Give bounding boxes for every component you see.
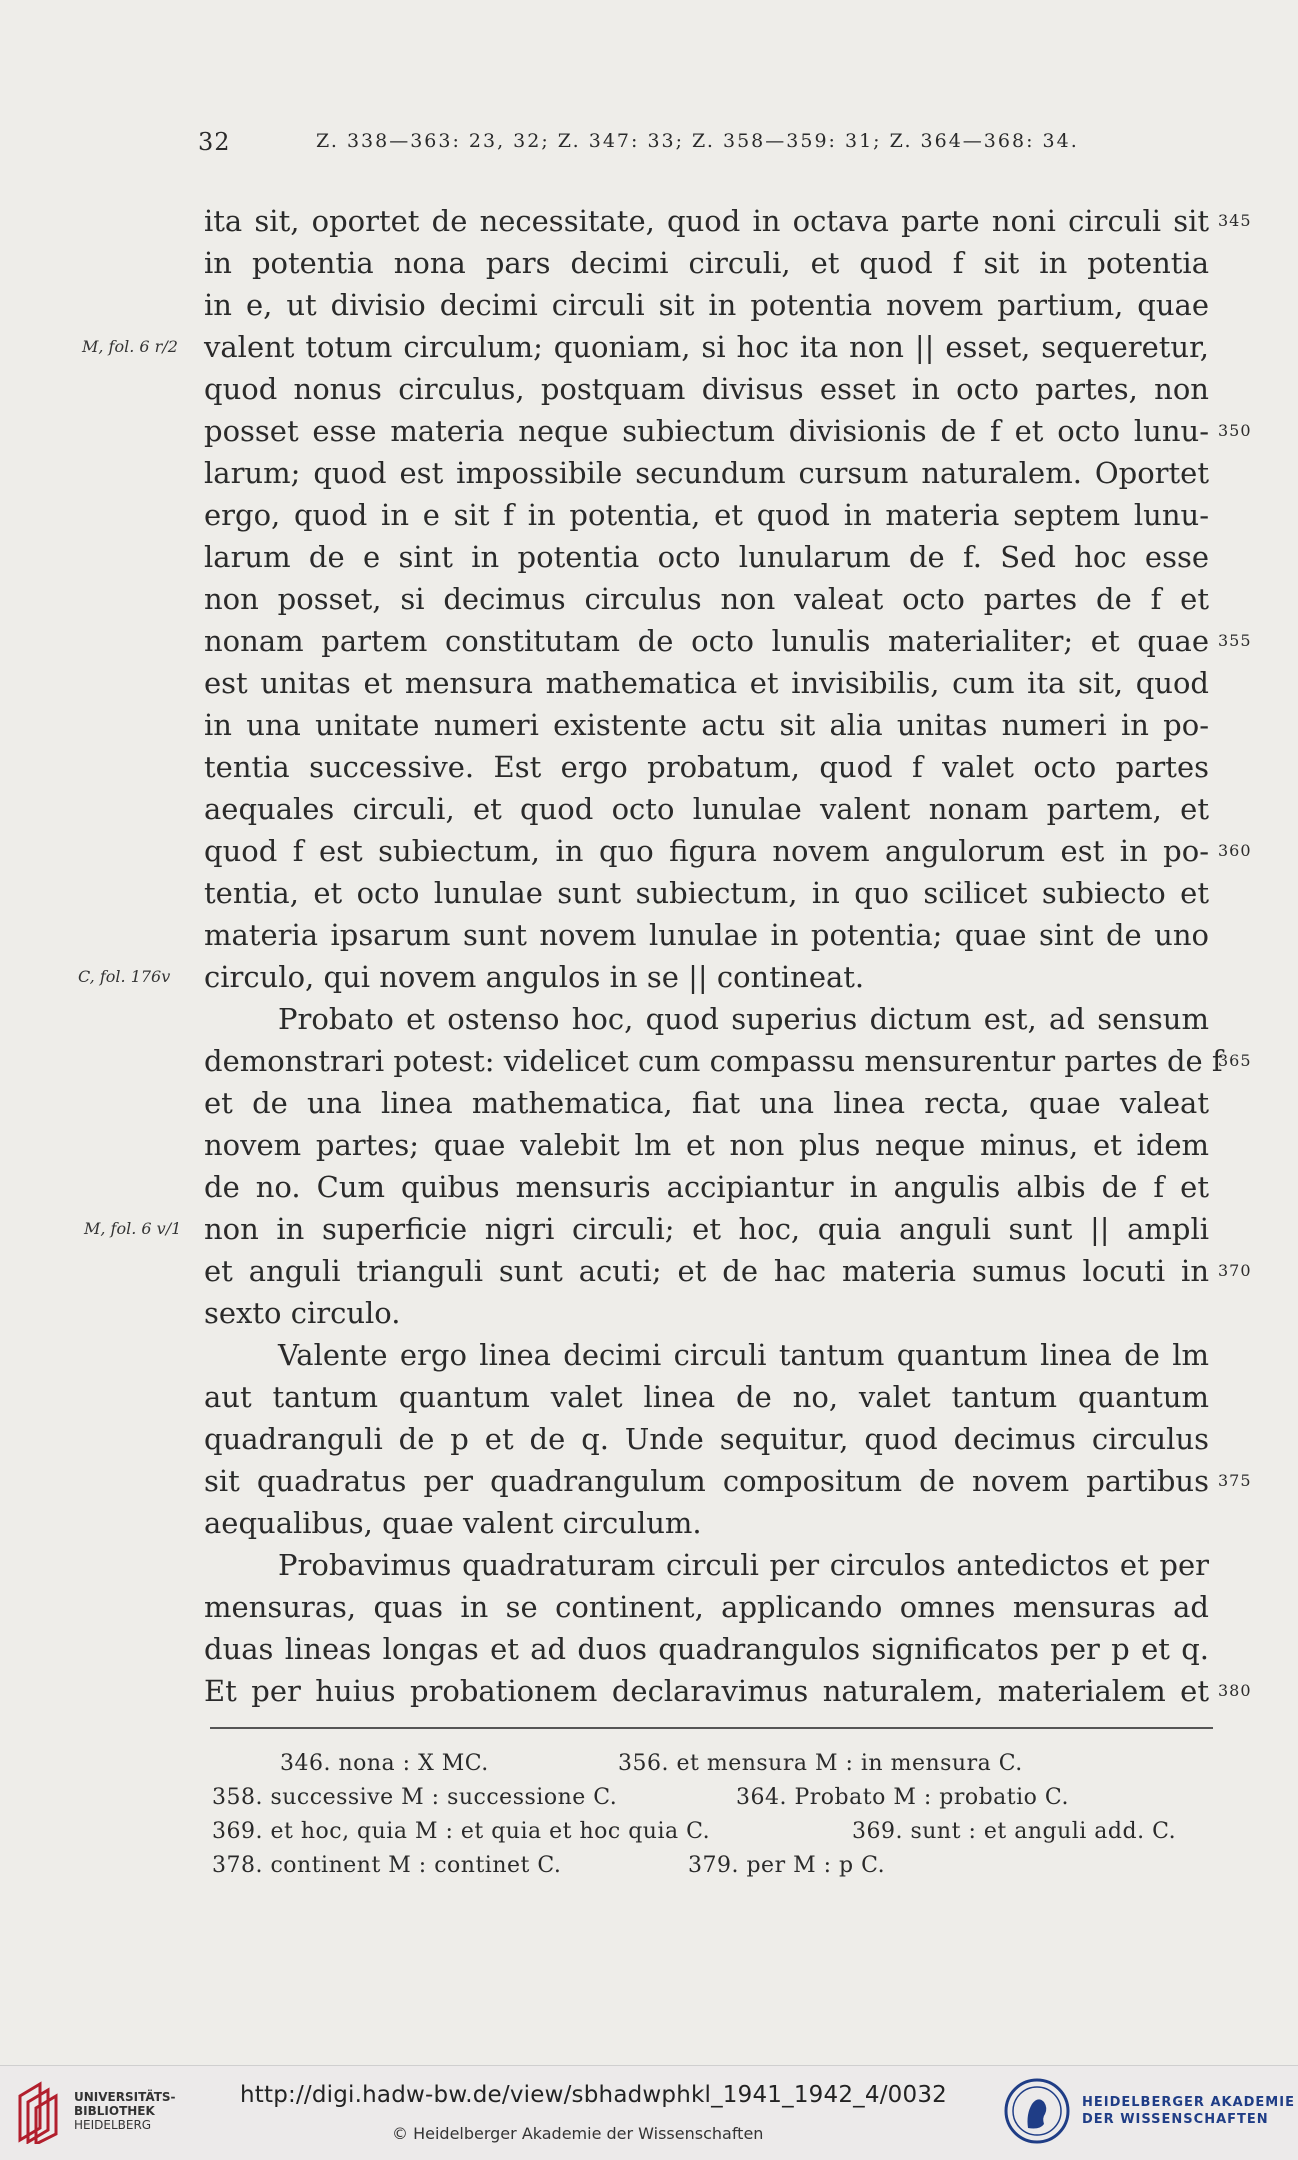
text-line: ergo, quod in e sit f in potentia, et quod in materia septem lunu- [204, 498, 1209, 532]
line-number: 375 [1218, 1471, 1252, 1490]
text-line: quod f est subiectum, in quo figura novem angulorum est in po- [204, 834, 1209, 868]
text-line: in potentia nona pars decimi circuli, et quod f sit in potentia [204, 246, 1209, 280]
text-line: aequalibus, quae valent circulum. [204, 1506, 702, 1540]
footnote-rule [210, 1727, 1213, 1729]
academy-seal-icon [1004, 2078, 1070, 2144]
text-line: sexto circulo. [204, 1296, 401, 1330]
text-line: quod nonus circulus, postquam divisus esset in octo partes, non [204, 372, 1209, 406]
running-head: Z. 338—363: 23, 32; Z. 347: 33; Z. 358—359: 31; Z. 364—368: 34. [316, 130, 1079, 152]
text-line: est unitas et mensura mathematica et invisibilis, cum ita sit, quod [204, 666, 1209, 700]
line-number: 365 [1218, 1051, 1252, 1070]
text-line: quadranguli de p et de q. Unde sequitur, quod decimus circulus [204, 1422, 1209, 1456]
text-line: demonstrari potest: videlicet cum compassu mensurentur partes de f [204, 1044, 1223, 1078]
text-line: aequales circuli, et quod octo lunulae valent nonam partem, et [204, 792, 1209, 826]
text-line: in una unitate numeri existente actu sit alia unitas numeri in po- [204, 708, 1209, 742]
text-line: valent totum circulum; quoniam, si hoc ita non || esset, sequeretur, [204, 330, 1209, 364]
footnote: 358. successive M : successione C. [212, 1785, 618, 1810]
academy-name: HEIDELBERGER AKADEMIE DER WISSENSCHAFTEN [1082, 2095, 1295, 2127]
page-header [198, 128, 1098, 168]
page-number: 32 [198, 128, 231, 156]
text-line: materia ipsarum sunt novem lunulae in potentia; quae sint de uno [204, 918, 1209, 952]
text-line: mensuras, quas in se continent, applicando omnes mensuras ad [204, 1590, 1209, 1624]
footnote: 356. et mensura M : in mensura C. [618, 1751, 1023, 1776]
footnote: 378. continent M : continet C. [212, 1853, 562, 1878]
text-line: sit quadratus per quadrangulum compositum de novem partibus [204, 1464, 1209, 1498]
library-name: UNIVERSITÄTS- BIBLIOTHEK HEIDELBERG [74, 2090, 176, 2132]
line-number: 345 [1218, 211, 1252, 230]
footnote: 346. nona : X MC. [280, 1751, 489, 1776]
library-logo-icon [14, 2080, 64, 2144]
folio-note: M, fol. 6 r/2 [82, 337, 178, 356]
line-number: 360 [1218, 841, 1252, 860]
text-line: tentia successive. Est ergo probatum, quod f valet octo partes [204, 750, 1209, 784]
text-line: et de una linea mathematica, fiat una linea recta, quae valeat [204, 1086, 1209, 1120]
footnote: 369. sunt : et anguli add. C. [852, 1819, 1177, 1844]
folio-note: M, fol. 6 v/1 [84, 1219, 182, 1238]
text-line: circulo, qui novem angulos in se || contineat. [204, 960, 865, 994]
footnote: 369. et hoc, quia M : et quia et hoc quia C. [212, 1819, 711, 1844]
text-line: ita sit, oportet de necessitate, quod in octava parte noni circuli sit [204, 204, 1209, 238]
text-line: aut tantum quantum valet linea de no, valet tantum quantum [204, 1380, 1209, 1414]
text-line: non posset, si decimus circulus non valeat octo partes de f et [204, 582, 1209, 616]
text-line: tentia, et octo lunulae sunt subiectum, in quo scilicet subiecto et [204, 876, 1209, 910]
text-line: non in superficie nigri circuli; et hoc, quia anguli sunt || ampli [204, 1212, 1209, 1246]
text-line: nonam partem constitutam de octo lunulis materialiter; et quae [204, 624, 1209, 658]
text-line: Probato et ostenso hoc, quod superius dictum est, ad sensum [278, 1002, 1209, 1036]
text-line: et anguli trianguli sunt acuti; et de hac materia sumus locuti in [204, 1254, 1209, 1288]
text-line: novem partes; quae valebit lm et non plus neque minus, et idem [204, 1128, 1209, 1162]
footnote: 379. per M : p C. [688, 1853, 886, 1878]
text-line: in e, ut divisio decimi circuli sit in potentia novem partium, quae [204, 288, 1209, 322]
text-line: de no. Cum quibus mensuris accipiantur in angulis albis de f et [204, 1170, 1209, 1204]
line-number: 350 [1218, 421, 1252, 440]
text-line: Probavimus quadraturam circuli per circulos antedictos et per [278, 1548, 1209, 1582]
line-number: 370 [1218, 1261, 1252, 1280]
text-line: posset esse materia neque subiectum divisionis de f et octo lunu- [204, 414, 1209, 448]
text-line: duas lineas longas et ad duos quadrangulos significatos per p et q. [204, 1632, 1209, 1666]
line-number: 380 [1218, 1681, 1252, 1700]
viewer-footer [0, 2065, 1298, 2160]
copyright-notice: © Heidelberger Akademie der Wissenschaften [392, 2124, 764, 2143]
text-line: larum; quod est impossibile secundum cursum naturalem. Oportet [204, 456, 1209, 490]
text-line: Et per huius probationem declaravimus naturalem, materialem et [204, 1674, 1209, 1708]
text-line: Valente ergo linea decimi circuli tantum quantum linea de lm [278, 1338, 1209, 1372]
text-line: larum de e sint in potentia octo lunularum de f. Sed hoc esse [204, 540, 1209, 574]
line-number: 355 [1218, 631, 1252, 650]
source-url-link[interactable]: http://digi.hadw-bw.de/view/sbhadwphkl_1941_1942_4/0032 [240, 2082, 947, 2108]
folio-note: C, fol. 176v [78, 967, 171, 986]
footnote: 364. Probato M : probatio C. [736, 1785, 1069, 1810]
